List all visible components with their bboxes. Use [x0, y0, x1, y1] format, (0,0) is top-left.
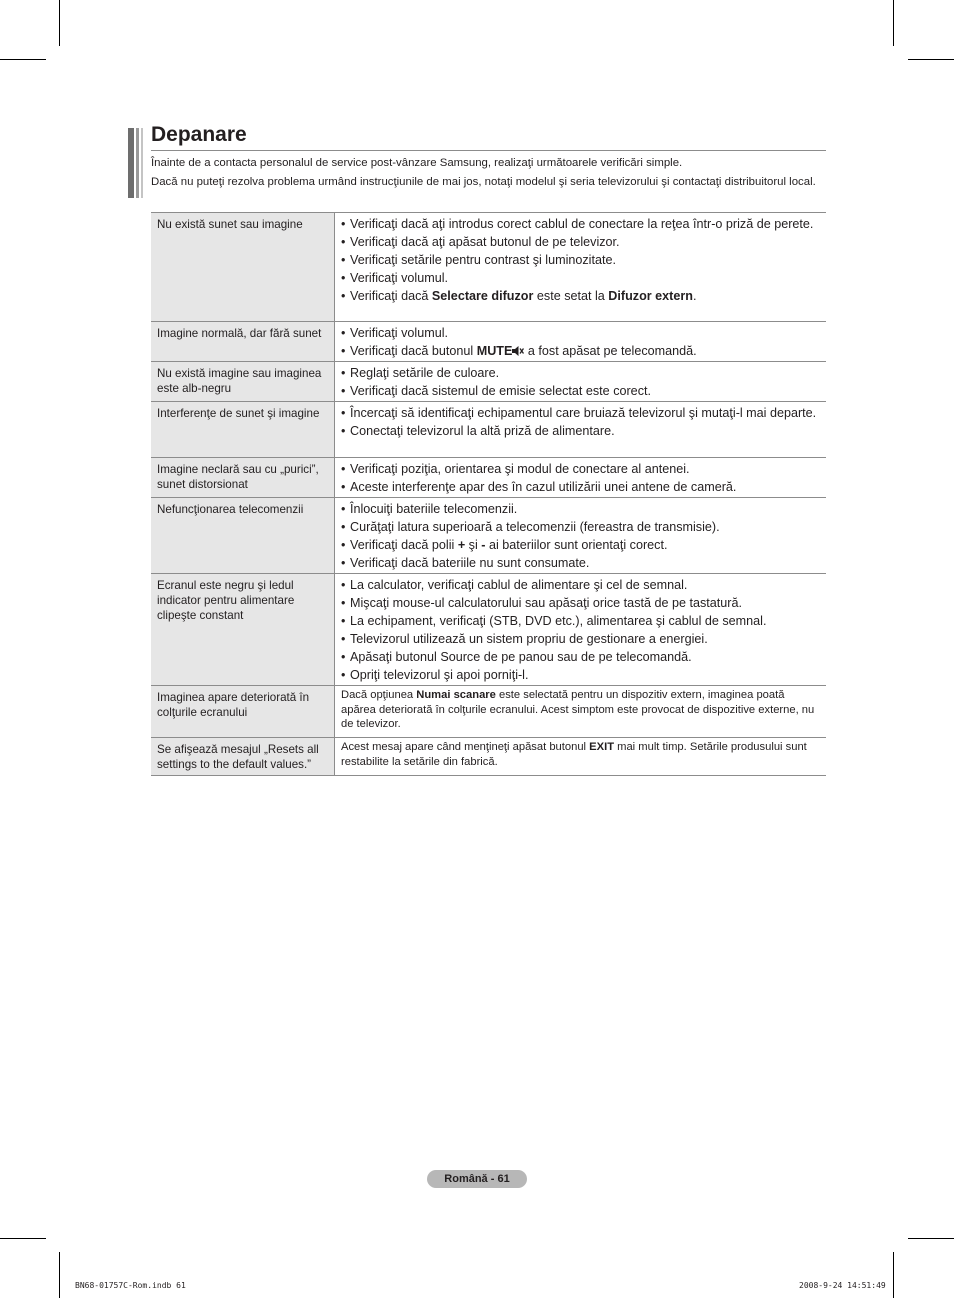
solution-cell [335, 322, 827, 362]
problem-cell: Nefuncţionarea telecomenzii [151, 498, 335, 574]
intro-paragraph: Dacă nu puteţi rezolva problema urmând instrucţiunile de mai jos, notaţi modelul şi seria televizorului şi contactaţi distribuitorul local. [151, 176, 816, 188]
solution-item: • Verificaţi dacă sistemul de emisie selectat este corect. [341, 382, 820, 400]
table-row [151, 402, 826, 458]
solution-item: • Curăţaţi latura superioară a telecomenzii (fereastra de transmisie). [341, 518, 820, 536]
solution-item: • Verificaţi dacă aţi apăsat butonul de pe televizor. [341, 233, 820, 251]
solution-item: • Verificaţi volumul. [341, 324, 820, 342]
solution-cell [335, 458, 827, 498]
crop-mark [893, 1252, 894, 1298]
problem-cell: Nu există sunet sau imagine [151, 213, 335, 322]
solution-item: • Televizorul utilizează un sistem propriu de gestionare a energiei. [341, 630, 820, 648]
solution-item: • Verificaţi dacă butonul MUTE a fost apăsat pe telecomandă. [341, 342, 820, 360]
solution-item: • Încercaţi să identificaţi echipamentul care bruiază televizorul şi mutaţi-l mai departe. [341, 404, 820, 422]
table-row [151, 458, 826, 498]
problem-cell: Interferenţe de sunet şi imagine [151, 402, 335, 458]
solution-item: • Reglaţi setările de culoare. [341, 364, 820, 382]
crop-mark [908, 59, 954, 60]
solution-cell [335, 574, 827, 686]
table-row [151, 574, 826, 686]
solution-item: • Mişcaţi mouse-ul calculatorului sau apăsaţi orice tastă de pe tastatură. [341, 594, 820, 612]
solution-item: • Opriţi televizorul şi apoi porniţi-l. [341, 666, 820, 684]
crop-mark [908, 1238, 954, 1239]
crop-mark [0, 59, 46, 60]
solution-item: • Verificaţi setările pentru contrast şi luminozitate. [341, 251, 820, 269]
table-row [151, 686, 826, 738]
problem-cell: Imagine normală, dar fără sunet [151, 322, 335, 362]
crop-mark [59, 1252, 60, 1298]
solution-item: • Conectaţi televizorul la altă priză de alimentare. [341, 422, 820, 440]
problem-cell: Imagine neclară sau cu „purici”, sunet distorsionat [151, 458, 335, 498]
solution-item: • Verificaţi poziţia, orientarea şi modul de conectare al antenei. [341, 460, 820, 478]
page-title: Depanare [151, 123, 247, 146]
solution-item: • Verificaţi dacă Selectare difuzor este setat la Difuzor extern. [341, 287, 820, 305]
table-row [151, 738, 826, 776]
crop-mark [893, 0, 894, 46]
solution-item: • Verificaţi dacă bateriile nu sunt consumate. [341, 554, 820, 572]
solution-item: • Aceste interferenţe apar des în cazul utilizării unei antene de cameră. [341, 478, 820, 496]
footer-filename: BN68-01757C-Rom.indb 61 [75, 1281, 186, 1290]
solution-item: • Apăsaţi butonul Source de pe panou sau de pe telecomandă. [341, 648, 820, 666]
solution-item: • La echipament, verificaţi (STB, DVD etc.), alimentarea şi cablul de semnal. [341, 612, 820, 630]
table-row [151, 213, 826, 322]
solution-cell: Acest mesaj apare când menţineţi apăsat butonul EXIT mai mult timp. Setările produsului sunt restabilite la setările din fabrică. [335, 738, 827, 776]
problem-cell: Imaginea apare deteriorată în colţurile ecranului [151, 686, 335, 738]
intro-paragraph: Înainte de a contacta personalul de service post-vânzare Samsung, realizaţi următoarele verificări simple. [151, 157, 683, 169]
problem-cell: Nu există imagine sau imaginea este alb-negru [151, 362, 335, 402]
crop-mark [0, 1238, 46, 1239]
solution-cell [335, 213, 827, 322]
solution-cell [335, 498, 827, 574]
mute-speaker-icon [512, 345, 524, 357]
solution-cell [335, 362, 827, 402]
solution-item: • Înlocuiţi bateriile telecomenzii. [341, 500, 820, 518]
problem-cell: Ecranul este negru şi ledul indicator pentru alimentare clipeşte constant [151, 574, 335, 686]
crop-mark [59, 0, 60, 46]
solution-item: • Verificaţi dacă aţi introdus corect cablul de conectare la reţea într-o priză de perete. [341, 215, 820, 233]
solution-cell [335, 402, 827, 458]
table-row [151, 498, 826, 574]
table-row [151, 322, 826, 362]
solution-item: • Verificaţi volumul. [341, 269, 820, 287]
title-rule [151, 150, 826, 151]
problem-cell: Se afişează mesajul „Resets all settings to the default values.” [151, 738, 335, 776]
troubleshooting-table [151, 212, 826, 776]
footer-timestamp: 2008-9-24 14:51:49 [799, 1281, 886, 1290]
solution-item: • La calculator, verificaţi cablul de alimentare şi cel de semnal. [341, 576, 820, 594]
solution-item: • Verificaţi dacă polii + şi - ai bateriilor sunt orientaţi corect. [341, 536, 820, 554]
page-number-badge: Română - 61 [427, 1170, 527, 1188]
table-row [151, 362, 826, 402]
solution-cell: Dacă opţiunea Numai scanare este selectată pentru un dispozitiv extern, imaginea poată apărea deteriorată în colţurile ecranului. Acest simptom este provocat de dispozitive externe, nu de televizor. [335, 686, 827, 738]
